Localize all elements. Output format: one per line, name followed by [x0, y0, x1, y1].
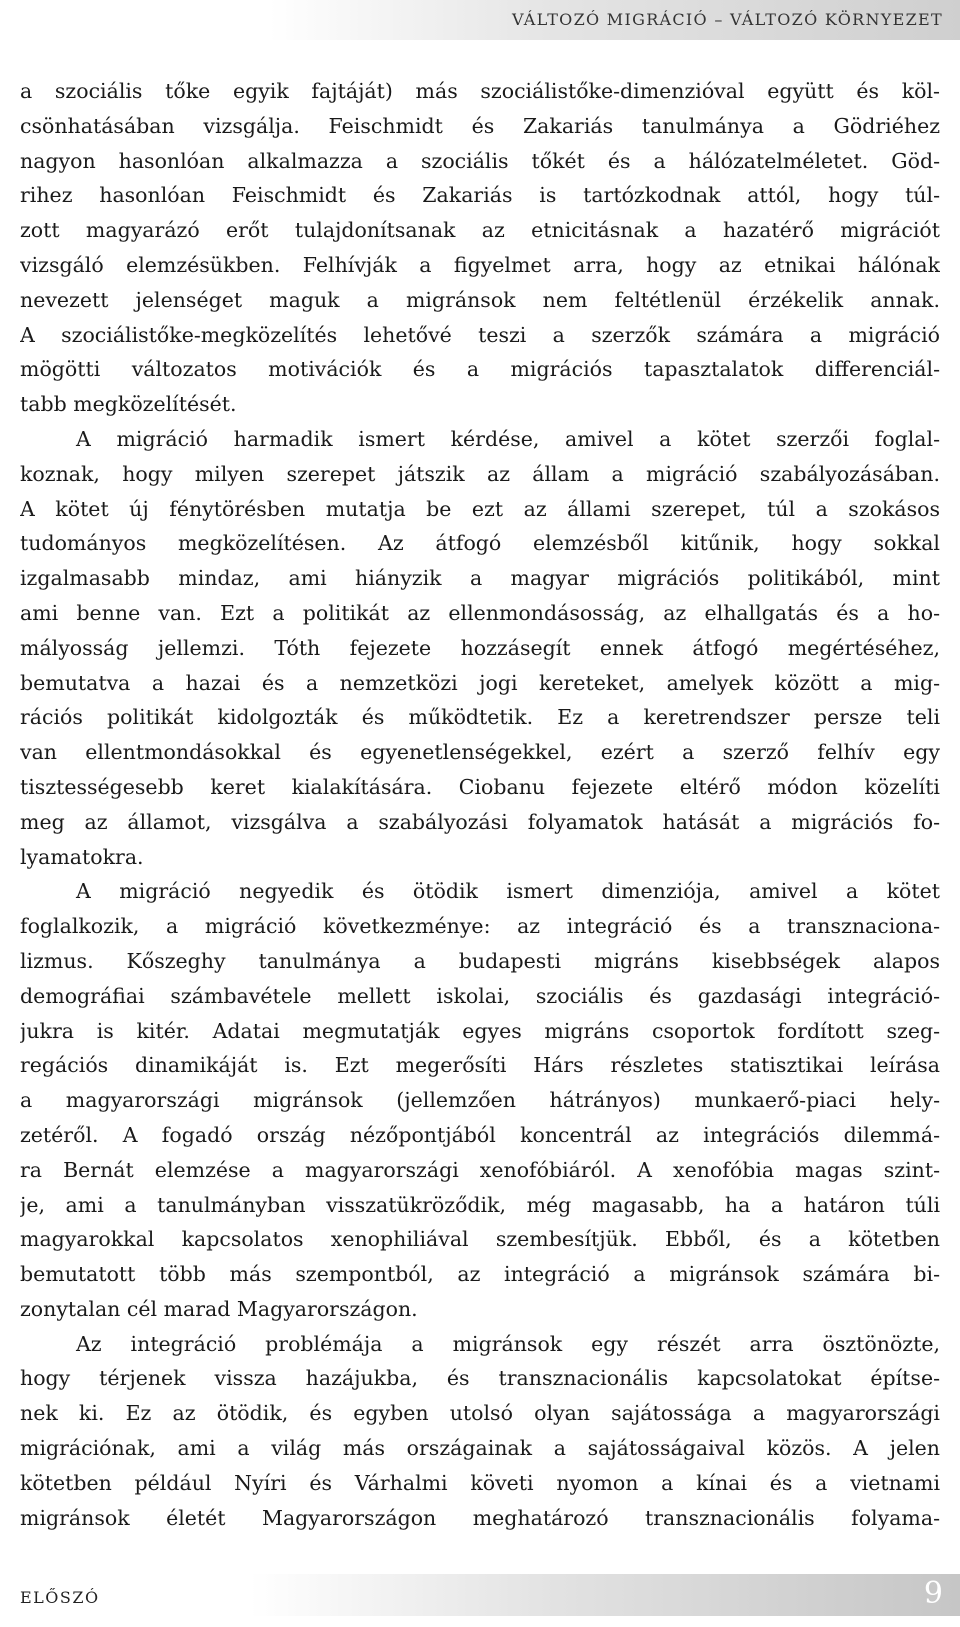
- text-line: vizsgáló elemzésükben. Felhívják a figyelmet arra, hogy az etnikai hálónak: [20, 252, 940, 277]
- text-line: regációs dinamikáját is. Ezt megerősíti Hárs részletes statisztikai leírása: [20, 1053, 940, 1078]
- text-line: ra Bernát elemzése a magyarországi xenofóbiáról. A xenofóbia magas szint-: [20, 1157, 940, 1182]
- text-line: kötetben például Nyíri és Várhalmi követi nyomon a kínai és a vietnami: [20, 1470, 940, 1495]
- text-line: tisztességesebb keret kialakítására. Ciobanu fejezete eltérő módon közelíti: [20, 774, 940, 799]
- text-line: nagyon hasonlóan alkalmazza a szociális tőkét és a hálózatelméletet. Göd-: [20, 148, 940, 173]
- text-line: lizmus. Kőszeghy tanulmánya a budapesti migráns kisebbségek alapos: [20, 948, 940, 973]
- footer-section-label: ELŐSZÓ: [20, 1588, 100, 1607]
- text-line: van ellentmondásokkal és egyenetlenségekkel, ezért a szerző felhív egy: [20, 740, 940, 765]
- text-line: csönhatásában vizsgálja. Feischmidt és Zakariás tanulmánya a Gödriéhez: [20, 113, 940, 138]
- text-line: bemutatva a hazai és a nemzetközi jogi kereteket, amelyek között a mig-: [20, 670, 940, 695]
- text-line: meg az államot, vizsgálva a szabályozási folyamatok hatását a migrációs fo-: [20, 809, 940, 834]
- page-number: 9: [923, 1576, 943, 1611]
- text-line: A kötet új fénytörésben mutatja be ezt az állami szerepet, túl a szokásos: [20, 496, 940, 521]
- text-line: zonytalan cél marad Magyarországon.: [20, 1296, 418, 1321]
- text-line: zott magyarázó erőt tulajdonítsanak az etnicitásnak a hazatérő migrációt: [20, 218, 940, 243]
- text-line: migránsok életét Magyarországon meghatározó transznacionális folyama-: [20, 1505, 940, 1530]
- text-line: rihez hasonlóan Feischmidt és Zakariás is tartózkodnak attól, hogy túl-: [20, 183, 940, 208]
- text-line: foglalkozik, a migráció következménye: az integráció és a transznaciona-: [20, 914, 940, 939]
- text-line: mályosság jellemzi. Tóth fejezete hozzásegít ennek átfogó megértéséhez,: [20, 635, 940, 660]
- text-line: A szociálistőke-megközelítés lehetővé teszi a szerzők számára a migráció: [20, 322, 940, 347]
- text-line: a szociális tőke egyik fajtáját) más szociálistőke-dimenzióval együtt és köl-: [20, 79, 940, 103]
- text-line: ami benne van. Ezt a politikát az ellenmondásosság, az elhallgatás és a ho-: [20, 600, 940, 625]
- text-line: tabb megközelítését.: [20, 392, 237, 417]
- text-line: tudományos megközelítésen. Az átfogó elemzésből kitűnik, hogy sokkal: [20, 531, 940, 556]
- text-line: zetéről. A fogadó ország nézőpontjából koncentrál az integrációs dilemmá-: [20, 1122, 940, 1147]
- paragraph-first-line: Az integráció problémája a migránsok egy részét arra ösztönözte,: [76, 1331, 940, 1356]
- text-line: koznak, hogy milyen szerepet játszik az állam a migráció szabályozásában.: [20, 461, 940, 486]
- paragraph-first-line: A migráció negyedik és ötödik ismert dimenziója, amivel a kötet: [76, 879, 940, 904]
- text-line: mögötti változatos motivációk és a migrációs tapasztalatok differenciál-: [20, 357, 940, 382]
- paragraph-first-line: A migráció harmadik ismert kérdése, amivel a kötet szerzői foglal-: [76, 426, 940, 451]
- text-line: a magyarországi migránsok (jellemzően hátrányos) munkaerő-piaci hely-: [20, 1088, 940, 1113]
- text-line: jukra is kitér. Adatai megmutatják egyes migráns csoportok fordított szeg-: [20, 1018, 940, 1043]
- text-line: nevezett jelenséget maguk a migránsok nem feltétlenül érzékelik annak.: [20, 287, 940, 312]
- text-line: demográfiai számbavétele mellett iskolai, szociális és gazdasági integráció-: [20, 983, 940, 1008]
- text-line: magyarokkal kapcsolatos xenophiliával szembesítjük. Ebből, és a kötetben: [20, 1227, 940, 1252]
- body-text: [20, 74, 940, 1535]
- text-line: izgalmasabb mindaz, ami hiányzik a magyar migrációs politikából, mint: [20, 566, 940, 591]
- running-head: VÁLTOZÓ MIGRÁCIÓ – VÁLTOZÓ KÖRNYEZET: [511, 10, 943, 29]
- text-line: bemutatott több más szempontból, az integráció a migránsok számára bi-: [20, 1262, 940, 1287]
- text-line: migrációnak, ami a világ más országainak a sajátosságaival közös. A jelen: [20, 1436, 940, 1461]
- text-line: nek ki. Ez az ötödik, és egyben utolsó olyan sajátossága a magyarországi: [20, 1401, 940, 1426]
- footer-bar: [0, 1574, 960, 1616]
- text-line: hogy térjenek vissza hazájukba, és transznacionális kapcsolatokat építse-: [20, 1366, 940, 1391]
- text-line: je, ami a tanulmányban visszatükröződik, még magasabb, ha a határon túli: [20, 1192, 940, 1217]
- text-line: rációs politikát kidolgozták és működtetik. Ez a keretrendszer persze teli: [20, 705, 940, 730]
- text-line: lyamatokra.: [20, 844, 144, 869]
